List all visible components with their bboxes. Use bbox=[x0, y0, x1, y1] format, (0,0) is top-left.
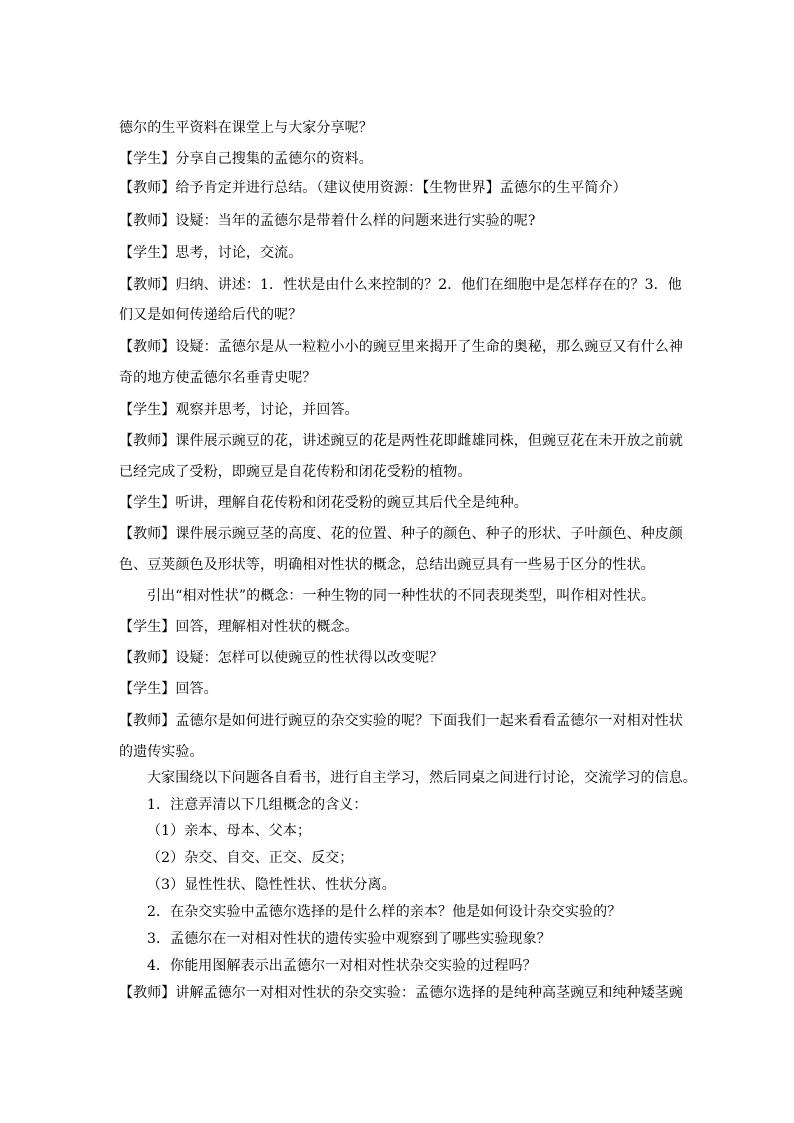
text-line: （3）显性性状、隐性性状、性状分离。 bbox=[147, 877, 396, 893]
text-line: 【教师】课件展示豌豆的花，讲述豌豆的花是两性花即雌雄同株，但豌豆花在未开放之前就 bbox=[119, 433, 683, 449]
text-line: 4．你能用图解表示出孟德尔一对相对性状杂交实验的过程吗？ bbox=[147, 958, 537, 974]
text-line: 【教师】设疑：怎样可以使豌豆的性状得以改变呢？ bbox=[119, 650, 444, 666]
text-line: 的遗传实验。 bbox=[119, 744, 204, 760]
text-line: 大家围绕以下问题各自看书，进行自主学习，然后同桌之间进行讨论，交流学习的信息。 bbox=[147, 770, 697, 786]
text-line: 【学生】观察并思考，讨论，并回答。 bbox=[119, 402, 359, 418]
text-line: 【教师】课件展示豌豆茎的高度、花的位置、种子的颜色、种子的形状、子叶颜色、种皮颜 bbox=[119, 526, 683, 542]
text-line: 【教师】给予肯定并进行总结。（建议使用资源：【生物世界】孟德尔的生平简介） bbox=[119, 180, 627, 196]
text-line: 已经完成了受粉，即豌豆是自花传粉和闭花受粉的植物。 bbox=[119, 464, 472, 480]
text-line: 【教师】设疑：孟德尔是从一粒粒小小的豌豆里来揭开了生命的奥秘，那么豌豆又有什么神 bbox=[119, 339, 683, 355]
text-line: （1）亲本、母本、父本； bbox=[147, 823, 312, 839]
text-line: 【学生】分享自己搜集的孟德尔的资料。 bbox=[119, 151, 373, 167]
text-line: 【教师】讲解孟德尔一对相对性状的杂交实验：孟德尔选择的是纯种高茎豌豆和纯种矮茎豌 bbox=[119, 985, 683, 1001]
text-line: 【学生】听讲，理解自花传粉和闭花受粉的豌豆其后代全是纯种。 bbox=[119, 495, 528, 511]
text-line: 们又是如何传递给后代的呢？ bbox=[119, 307, 303, 323]
text-line: 德尔的生平资料在课堂上与大家分享呢？ bbox=[119, 120, 373, 136]
text-line: 【教师】孟德尔是如何进行豌豆的杂交实验的呢？下面我们一起来看看孟德尔一对相对性状 bbox=[119, 713, 683, 729]
text-line: 3．孟德尔在一对相对性状的遗传实验中观察到了哪些实验现象？ bbox=[147, 931, 551, 947]
text-line: 奇的地方使孟德尔名垂青史呢？ bbox=[119, 370, 317, 386]
text-line: 引出“相对性状”的概念：一种生物的同一种性状的不同表现类型，叫作相对性状。 bbox=[147, 588, 656, 604]
text-line: 1．注意弄清以下几组概念的含义： bbox=[147, 797, 368, 813]
text-line: 2．在杂交实验中孟德尔选择的是什么样的亲本？他是如何设计杂交实验的？ bbox=[147, 904, 622, 920]
text-line: （2）杂交、自交、正交、反交； bbox=[147, 850, 354, 866]
text-line: 色、豆荚颜色及形状等，明确相对性状的概念，总结出豌豆具有一些易于区分的性状。 bbox=[119, 557, 655, 573]
text-line: 【教师】设疑：当年的孟德尔是带着什么样的问题来进行实验的呢? bbox=[119, 213, 536, 229]
text-line: 【学生】思考，讨论，交流。 bbox=[119, 245, 303, 261]
text-line: 【学生】回答。 bbox=[119, 681, 218, 697]
text-line: 【教师】归纳、讲述：1．性状是由什么来控制的？2．他们在细胞中是怎样存在的？3．他 bbox=[119, 277, 682, 293]
text-line: 【学生】回答，理解相对性状的概念。 bbox=[119, 619, 359, 635]
